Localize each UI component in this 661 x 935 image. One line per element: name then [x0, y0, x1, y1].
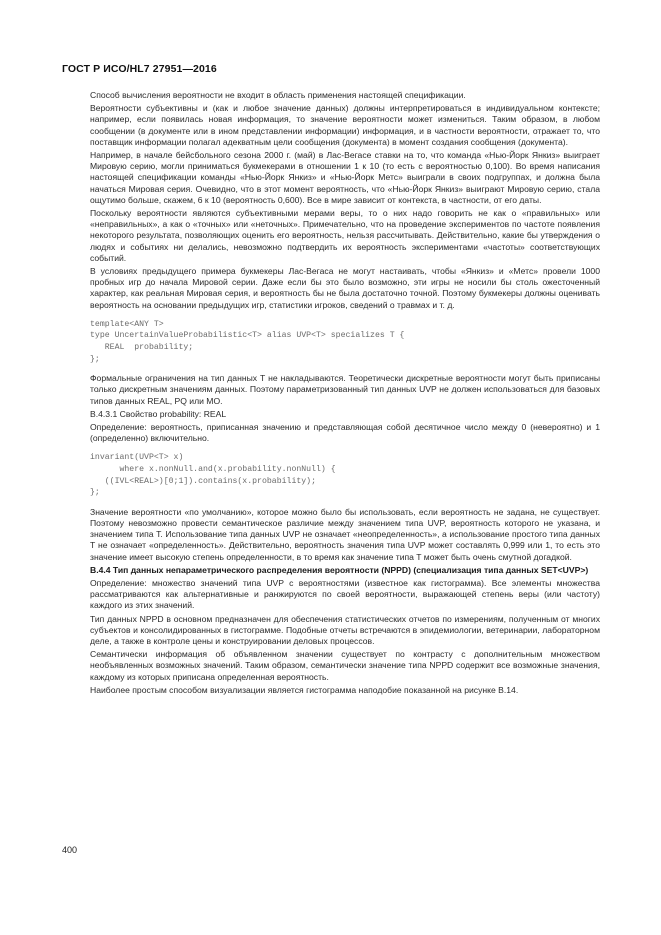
code-line: }; — [90, 354, 100, 364]
code-line: template<ANY T> — [90, 319, 164, 329]
paragraph: Тип данных NPPD в основном предназначен для обеспечения статистических отчетов по измерениям, полученным от многих субъектов и консолидированных в гистограмме. Подобные отчеты встречаются в эпидемиологии, ветеринарии, лабораторном деле, а также в контроле цены и конструировании деловых процессов. — [90, 613, 600, 647]
code-line: ((IVL<REAL>)[0;1]).contains(x.probability); — [90, 476, 317, 486]
code-line: invariant(UVP<T> x) — [90, 453, 184, 463]
paragraph: Формальные ограничения на тип данных T не накладываются. Теоретически дискретные вероятности могут быть приписаны только дискретным значениям данных. Поэтому параметризованный тип данных UVP не должен использоваться для базовых типов данных REAL, PQ или MO. — [90, 373, 600, 406]
definition: Определение: вероятность, приписанная значению и представляющая собой десятичное число между 0 (невероятно) и 1 (определенно) включительно. — [90, 422, 600, 444]
paragraph: Семантически информация об объявленном значении существует по контрасту с дополнительным множеством необъявленных возможных значений. Таким образом, семантически значение типа NPPD содержит все возможные значения, каждому из которых приписана определенная вероятность. — [90, 649, 600, 682]
code-line: }; — [90, 488, 100, 498]
paragraph: Определение: множество значений типа UVP с вероятностями (известное как гистограмма). Все элементы множества рассматриваются как альтернативные и ранжируются по своей вероятности, выражающей степень веры (или частоту) каждого из этих значений. — [90, 578, 600, 611]
paragraph: Наиболее простым способом визуализации является гистограмма наподобие показанной на рисунке В.14. — [90, 684, 519, 695]
document-header: ГОСТ Р ИСО/HL7 27951—2016 — [62, 63, 217, 75]
paragraph: Значение вероятности «по умолчанию», которое можно было бы использовать, если вероятность не задана, не существует. Поэтому невозможно провести семантическое различие между значением типа UVP, вероятность которого не указана, и значением типа T. Использование типа данных UVP не означает «неопределенность», а использование простого типа данных T не означает «определенность». Действительно, вероятность значения типа UVP может составлять 0,999 или 1, то есть это значение имеет высокую степень определенности, в то время как значение типа T может быть очень смутной догадкой. — [90, 506, 600, 562]
clause-heading: В.4.3.1 Свойство probability: REAL — [90, 408, 227, 419]
section-heading: В.4.4 Тип данных непараметрического распределения вероятности (NPPD) (специализация типа данных SET<UVP>) — [90, 564, 589, 575]
paragraph: Вероятности субъективны и (как и любое значение данных) должны интерпретироваться в индивидуальном контексте; например, если появилась новая информация, то значение вероятности может измениться. Таким образом, в любом сообщении (в документе или в ином представлении информации) информация, и в частности вероятности, отражает то, что поставщик информации полагал адекватным цели сообщения (документа) в момент создания сообщения (документа). — [90, 103, 600, 147]
paragraph: Например, в начале бейсбольного сезона 2000 г. (май) в Лас-Вегасе ставки на то, что команда «Нью-Йорк Янкиз» выиграет Мировую серию, могли приниматься букмекерами в отношении 1 к 10 (то есть с вероятностью 0,100). Во время написания настоящей спецификации команды «Нью-Йорк Янкиз» и «Нью-Йорк Метс» выиграли в своих подгруппах, и должна была начаться Мировая серия. Очевидно, что в этот момент вероятность, что «Нью-Йорк Янкиз» выиграют Мировую серию, стала ощутимо больше, скажем, 6 к 10 (вероятность 0,600). Все в мире зависит от контекста, в частности, от его даты. — [90, 150, 600, 205]
document-body — [90, 90, 600, 698]
paragraph: Способ вычисления вероятности не входит в область применения настоящей спецификации. — [90, 90, 466, 100]
code-line: type UncertainValueProbabilistic<T> alias UVP<T> specializes T { — [90, 331, 405, 341]
code-block-template — [90, 319, 600, 365]
page-number: 400 — [62, 845, 78, 855]
code-line: where x.nonNull.and(x.probability.nonNull) { — [90, 465, 336, 475]
code-block-invariant — [90, 452, 600, 498]
paragraph: В условиях предыдущего примера букмекеры Лас-Вегаса не могут настаивать, чтобы «Янкиз» и «Метс» провели 1000 пробных игр до начала Мировой серии. Даже если бы это было возможно, эти игры не носили бы столь ожесточенный характер, как реальная Мировая серия, и вероятность бы не была достаточно точной. Поэтому букмекеры должны оценивать вероятность на основании предыдущих игр, статистики игроков, сведений о травмах и т. д. — [90, 266, 600, 310]
code-line: REAL probability; — [90, 343, 194, 353]
paragraph: Поскольку вероятности являются субъективными мерами веры, то о них надо говорить не как о «правильных» или «неправильных», а как о «точных» или «неточных». Примечательно, что на проведение экспериментов по частоте появления некоторого результата, позволяющих оценить его вероятность, нельзя рассчитывать. Действительно, какие бы утверждения о людях и событиях ни делались, невозможно подтвердить их вероятность экспериментами «частоты» соответствующих событий. — [90, 208, 600, 263]
